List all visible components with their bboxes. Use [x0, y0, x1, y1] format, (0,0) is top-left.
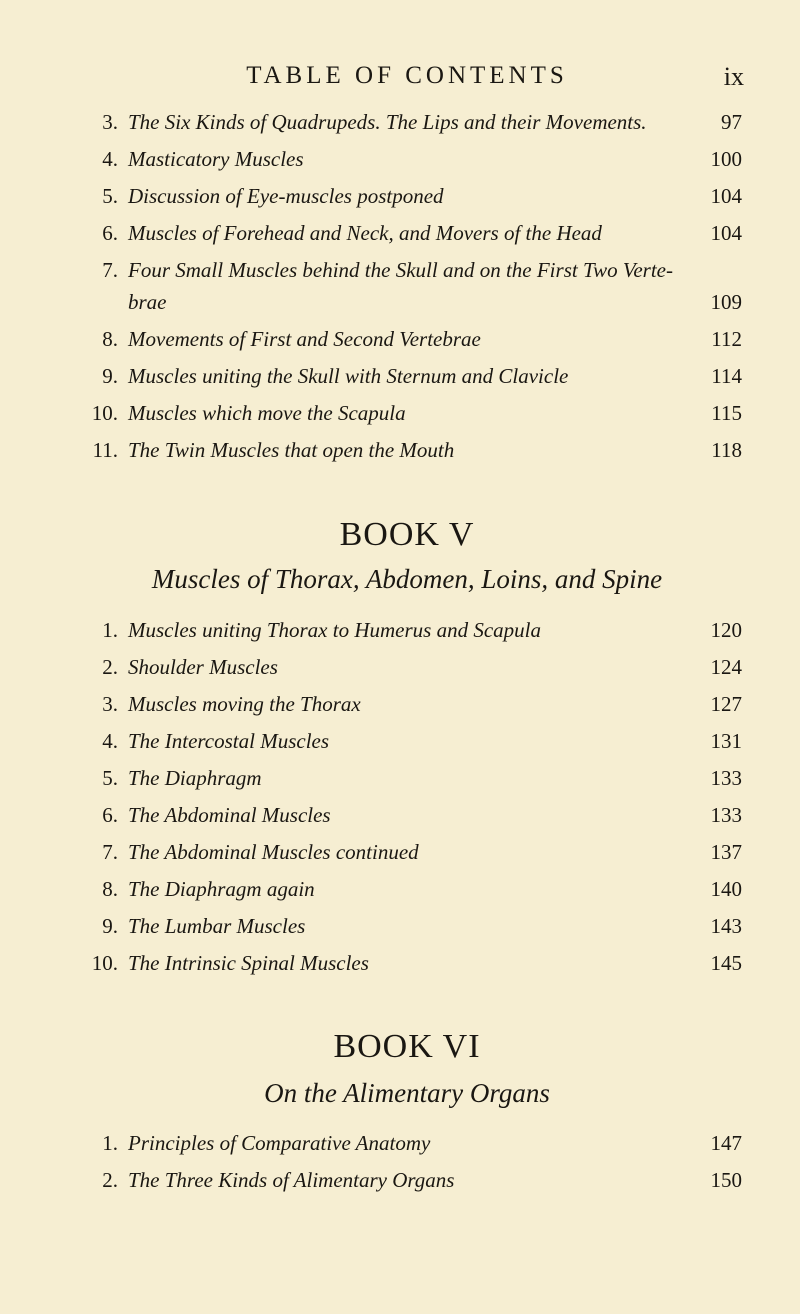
toc-entry-number: 3.: [102, 110, 118, 134]
toc-entry-page: 147: [710, 1131, 742, 1155]
toc-entry-number: 3.: [102, 692, 118, 716]
toc-entry: [72, 184, 742, 218]
toc-entry: [72, 258, 742, 292]
toc-entry-page: 127: [710, 692, 742, 716]
toc-entry-page: 97: [721, 110, 742, 134]
toc-entry: [72, 1168, 742, 1202]
toc-entry-page: 112: [711, 327, 742, 351]
toc-entry-title: The Intercostal Muscles: [128, 729, 330, 753]
toc-entry-title: The Twin Muscles that open the Mouth: [128, 438, 455, 462]
toc-entry-number: 6.: [102, 221, 118, 245]
toc-entry-page: 143: [710, 914, 742, 938]
toc-entry-number: 8.: [102, 327, 118, 351]
toc-entry-title: The Abdominal Muscles continued: [128, 840, 419, 864]
toc-entry-title: The Diaphragm: [128, 766, 262, 790]
toc-entry-number: 9.: [102, 914, 118, 938]
toc-entry-page: 109: [710, 290, 742, 314]
toc-entry-number: 9.: [102, 364, 118, 388]
running-head: [72, 62, 742, 96]
toc-entry: [72, 147, 742, 181]
toc-entry: [72, 438, 742, 472]
toc-entry-page: 124: [710, 655, 742, 679]
toc-entry-title: Muscles of Forehead and Neck, and Movers of the Head: [128, 221, 602, 245]
toc-entry-title: The Diaphragm again: [128, 877, 315, 901]
toc-entry-number: 2.: [102, 655, 118, 679]
toc-entry-title: Discussion of Eye-muscles postponed: [128, 184, 444, 208]
toc-entry-number: 5.: [102, 184, 118, 208]
toc-entry-number: 7.: [102, 258, 118, 282]
toc-entry-number: 6.: [102, 803, 118, 827]
toc-entry-title-continuation: brae: [128, 290, 167, 314]
toc-entry-number: 5.: [102, 766, 118, 790]
toc-entry-number: 2.: [102, 1168, 118, 1192]
toc-entry-title: The Six Kinds of Quadrupeds. The Lips and their Movements.: [128, 110, 647, 134]
toc-entry-number: 11.: [92, 438, 118, 462]
toc-entry: [72, 618, 742, 652]
toc-entry-page: 100: [710, 147, 742, 171]
toc-entry-title: Movements of First and Second Vertebrae: [128, 327, 481, 351]
toc-entry-page: 118: [711, 438, 742, 462]
running-head-page-number: ix: [723, 62, 744, 91]
book-vi-heading: BOOK VI: [333, 1028, 481, 1065]
toc-entry: [72, 221, 742, 255]
running-head-title: TABLE OF CONTENTS: [246, 62, 568, 89]
toc-entry-title: The Three Kinds of Alimentary Organs: [128, 1168, 455, 1192]
toc-entry-title: Four Small Muscles behind the Skull and on the First Two Verte-: [128, 258, 673, 282]
toc-entry: [72, 401, 742, 435]
toc-entry: [72, 1131, 742, 1165]
toc-entry-page: 145: [710, 951, 742, 975]
toc-entry-number: 4.: [102, 729, 118, 753]
toc-entry: [72, 803, 742, 837]
toc-entry-page: 140: [710, 877, 742, 901]
toc-entry-title: Masticatory Muscles: [128, 147, 304, 171]
book-v-heading: BOOK V: [339, 516, 475, 553]
toc-entry-page: 133: [710, 803, 742, 827]
toc-entry-title: Muscles which move the Scapula: [128, 401, 406, 425]
toc-entry-title: Muscles uniting Thorax to Humerus and Scapula: [128, 618, 541, 642]
toc-entry-title: Shoulder Muscles: [128, 655, 278, 679]
toc-entry: [72, 951, 742, 985]
toc-entry-title: The Intrinsic Spinal Muscles: [128, 951, 369, 975]
toc-entry: [72, 729, 742, 763]
toc-entry-title: The Abdominal Muscles: [128, 803, 331, 827]
toc-entry-number: 1.: [102, 1131, 118, 1155]
toc-entry-title: The Lumbar Muscles: [128, 914, 306, 938]
toc-entry-page: 104: [710, 184, 742, 208]
toc-entry-page: 133: [710, 766, 742, 790]
toc-entry: [72, 692, 742, 726]
toc-entry-continuation: [72, 290, 742, 324]
toc-entry: [72, 655, 742, 689]
toc-entry-number: 10.: [91, 951, 118, 975]
toc-entry: [72, 364, 742, 398]
toc-entry-title: Muscles uniting the Skull with Sternum and Clavicle: [128, 364, 569, 388]
toc-entry: [72, 840, 742, 874]
book-vi-subtitle: On the Alimentary Organs: [264, 1078, 550, 1108]
toc-entry-number: 10.: [91, 401, 118, 425]
toc-entry-number: 1.: [102, 618, 118, 642]
toc-entry-title: Principles of Comparative Anatomy: [128, 1131, 431, 1155]
toc-entry-number: 8.: [102, 877, 118, 901]
toc-entry-page: 115: [711, 401, 742, 425]
toc-entry: [72, 914, 742, 948]
toc-entry-number: 7.: [102, 840, 118, 864]
toc-entry-page: 104: [710, 221, 742, 245]
toc-entry-page: 114: [711, 364, 742, 388]
toc-entry-title: Muscles moving the Thorax: [128, 692, 361, 716]
toc-entry: [72, 766, 742, 800]
book-v-subtitle: Muscles of Thorax, Abdomen, Loins, and Spine: [151, 564, 663, 594]
toc-entry: [72, 877, 742, 911]
toc-entry-page: 137: [710, 840, 742, 864]
toc-entry: [72, 327, 742, 361]
toc-entry-page: 120: [710, 618, 742, 642]
toc-entry: [72, 110, 742, 144]
toc-entry-page: 131: [710, 729, 742, 753]
toc-entry-number: 4.: [102, 147, 118, 171]
toc-entry-page: 150: [710, 1168, 742, 1192]
